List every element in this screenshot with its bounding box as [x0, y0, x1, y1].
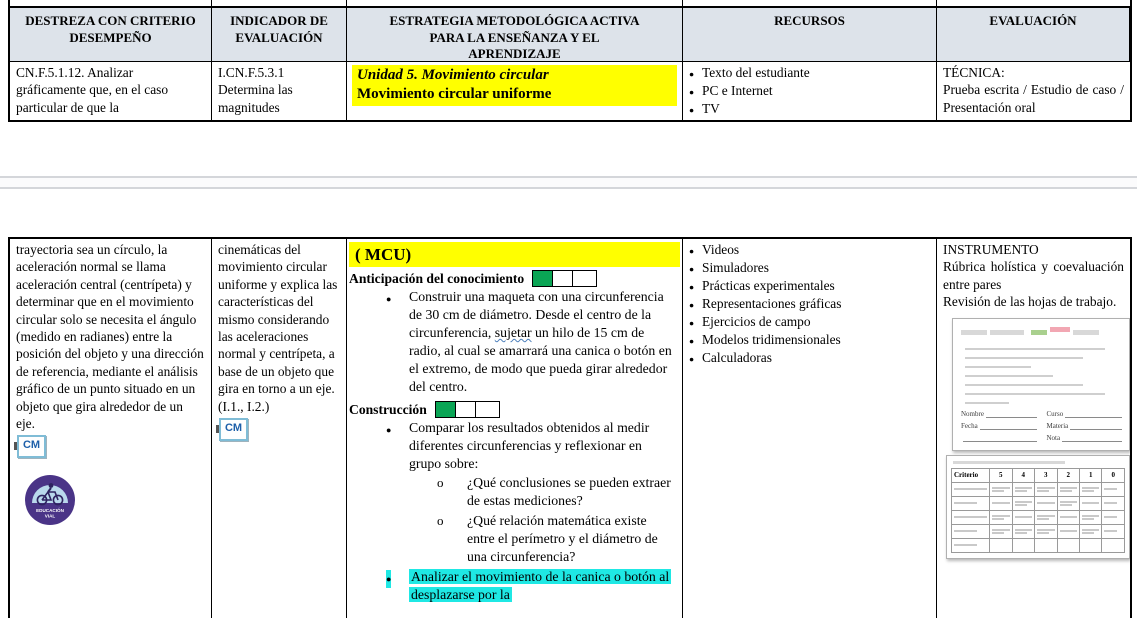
- seccion-anticipacion: Anticipación del conocimiento: [349, 270, 680, 287]
- tecnica-label: TÉCNICA:: [943, 65, 1005, 80]
- cell-destreza-r2: [10, 239, 212, 618]
- list-item: ● Modelos tridimensionales: [689, 331, 930, 349]
- cell-indicador-r1: [212, 62, 347, 120]
- cell-evaluacion-r2: [937, 239, 1130, 618]
- list-item: ● Texto del estudiante: [689, 64, 930, 82]
- instrumento-label: INSTRUMENTO: [943, 242, 1039, 257]
- sub-list-item: o ¿Qué conclusiones se pueden extraer de estas mediciones?: [349, 474, 680, 510]
- destreza-text-r1: CN.F.5.1.12. Analizar gráficamente que, en el caso particular de que la: [16, 65, 169, 115]
- svg-text:VIAL: VIAL: [44, 513, 56, 519]
- list-item: ● Simuladores: [689, 259, 930, 277]
- list-item: ● Ejercicios de campo: [689, 313, 930, 331]
- header-estrategia: ESTRATEGIA METODOLÓGICA ACTIVA PARA LA ENSEÑANZA Y EL APRENDIZAJE: [347, 8, 683, 62]
- header-recursos: RECURSOS: [683, 8, 937, 62]
- cell-destreza-r1: [10, 62, 212, 120]
- recursos-list-r2: [689, 241, 930, 367]
- svg-text:EDUCACIÓN: EDUCACIÓN: [36, 508, 64, 514]
- list-item-highlighted: ● Analizar el movimiento de la canica o botón al desplazarse por la: [349, 568, 680, 604]
- rubric-table-thumbnail[interactable]: [946, 455, 1130, 559]
- list-item: ● Videos: [689, 241, 930, 259]
- instrumento-p1: Rúbrica holística y coevaluación entre pares: [943, 259, 1124, 292]
- destreza-text-r2: trayectoria sea un círculo, la aceleración normal se llama aceleración central (centrípeta) y determinar que en el movimiento circular solo se necesita el ángulo (medido en radianes) entre la posición del objeto y una dirección de referencia, mediante el análisis gráfico de un punto situado en un objeto que gira alrededor de un eje.: [16, 242, 204, 432]
- list-item: ● TV: [689, 100, 930, 118]
- cyclist-badge-icon: [24, 474, 76, 526]
- cell-estrategia-r1: [347, 62, 683, 120]
- progress-bar-image: [532, 270, 597, 287]
- cell-recursos-r2: [683, 239, 937, 618]
- rubric-mini-table: Criterio 5 4 3 2 1 0: [951, 468, 1125, 553]
- list-item: ● Representaciones gráficas: [689, 295, 930, 313]
- unidad-subtitulo: Movimiento circular uniforme: [357, 86, 552, 102]
- evaluation-form-thumbnail[interactable]: [952, 318, 1130, 451]
- embedded-object-cm-icon[interactable]: CM: [17, 435, 46, 458]
- unidad-highlight: [352, 65, 677, 106]
- cell-recursos-r1: [683, 62, 937, 120]
- list-item: ● Prácticas experimentales: [689, 277, 930, 295]
- recursos-list-r1: [689, 64, 930, 118]
- progress-bar-image: [435, 401, 500, 418]
- list-item: ● Construir una maqueta con una circunferencia de 30 cm de diámetro. Desde el centro de la circunferencia, sujetar un hilo de 15 cm de radio, al cual se amarrará una canica o botón en el extremo, de modo que pueda girar alrededor del centro.: [349, 288, 680, 396]
- cell-indicador-r2: [212, 239, 347, 618]
- form-header-marks: [961, 324, 1124, 338]
- list-item: ● Calculadoras: [689, 349, 930, 367]
- spellcheck-word: sujetar: [494, 325, 532, 340]
- header-destreza: DESTREZA CON CRITERIO DESEMPEÑO: [10, 8, 212, 62]
- rubric-caption-placeholder: [953, 461, 1065, 464]
- sub-list-item: o ¿Qué relación matemática existe entre el perímetro y el diámetro de una circunferencia?: [349, 512, 680, 566]
- plan-table-bottom: [8, 237, 1132, 618]
- cell-evaluacion-r1: [937, 62, 1130, 120]
- plan-table-top: [8, 6, 1132, 122]
- indicador-text-r2: cinemáticas del movimiento circular uniforme y explica las características del mismo considerando las aceleraciones normal y centrípeta, a base de un objeto que gira en torno a un eje. (I.1., I.2.): [218, 242, 338, 414]
- unidad-titulo: Unidad 5. Movimiento circular: [357, 67, 549, 83]
- tecnica-detalle: Prueba escrita / Estudio de caso / Presentación oral: [943, 82, 1124, 115]
- indicador-text-r1: I.CN.F.5.3.1 Determina las magnitudes: [218, 65, 293, 115]
- educacion-vial-logo[interactable]: [24, 474, 205, 531]
- header-evaluacion: EVALUACIÓN: [937, 8, 1130, 62]
- header-indicador: INDICADOR DE EVALUACIÓN: [212, 8, 347, 62]
- form-fields: Nombre Curso Fecha Materia Nota: [961, 408, 1124, 444]
- list-item: ● Comparar los resultados obtenidos al medir diferentes circunferencias y reflexionar en grupo sobre:: [349, 419, 680, 473]
- list-item: ● PC e Internet: [689, 82, 930, 100]
- embedded-object-cm-icon[interactable]: CM: [219, 418, 248, 441]
- mcu-title-highlight: ( MCU): [349, 242, 680, 267]
- seccion-construccion: Construcción: [349, 401, 680, 418]
- cell-estrategia-r2: [347, 239, 683, 618]
- instrumento-p2: Revisión de las hojas de trabajo.: [943, 294, 1117, 310]
- page-break-divider: [0, 176, 1137, 189]
